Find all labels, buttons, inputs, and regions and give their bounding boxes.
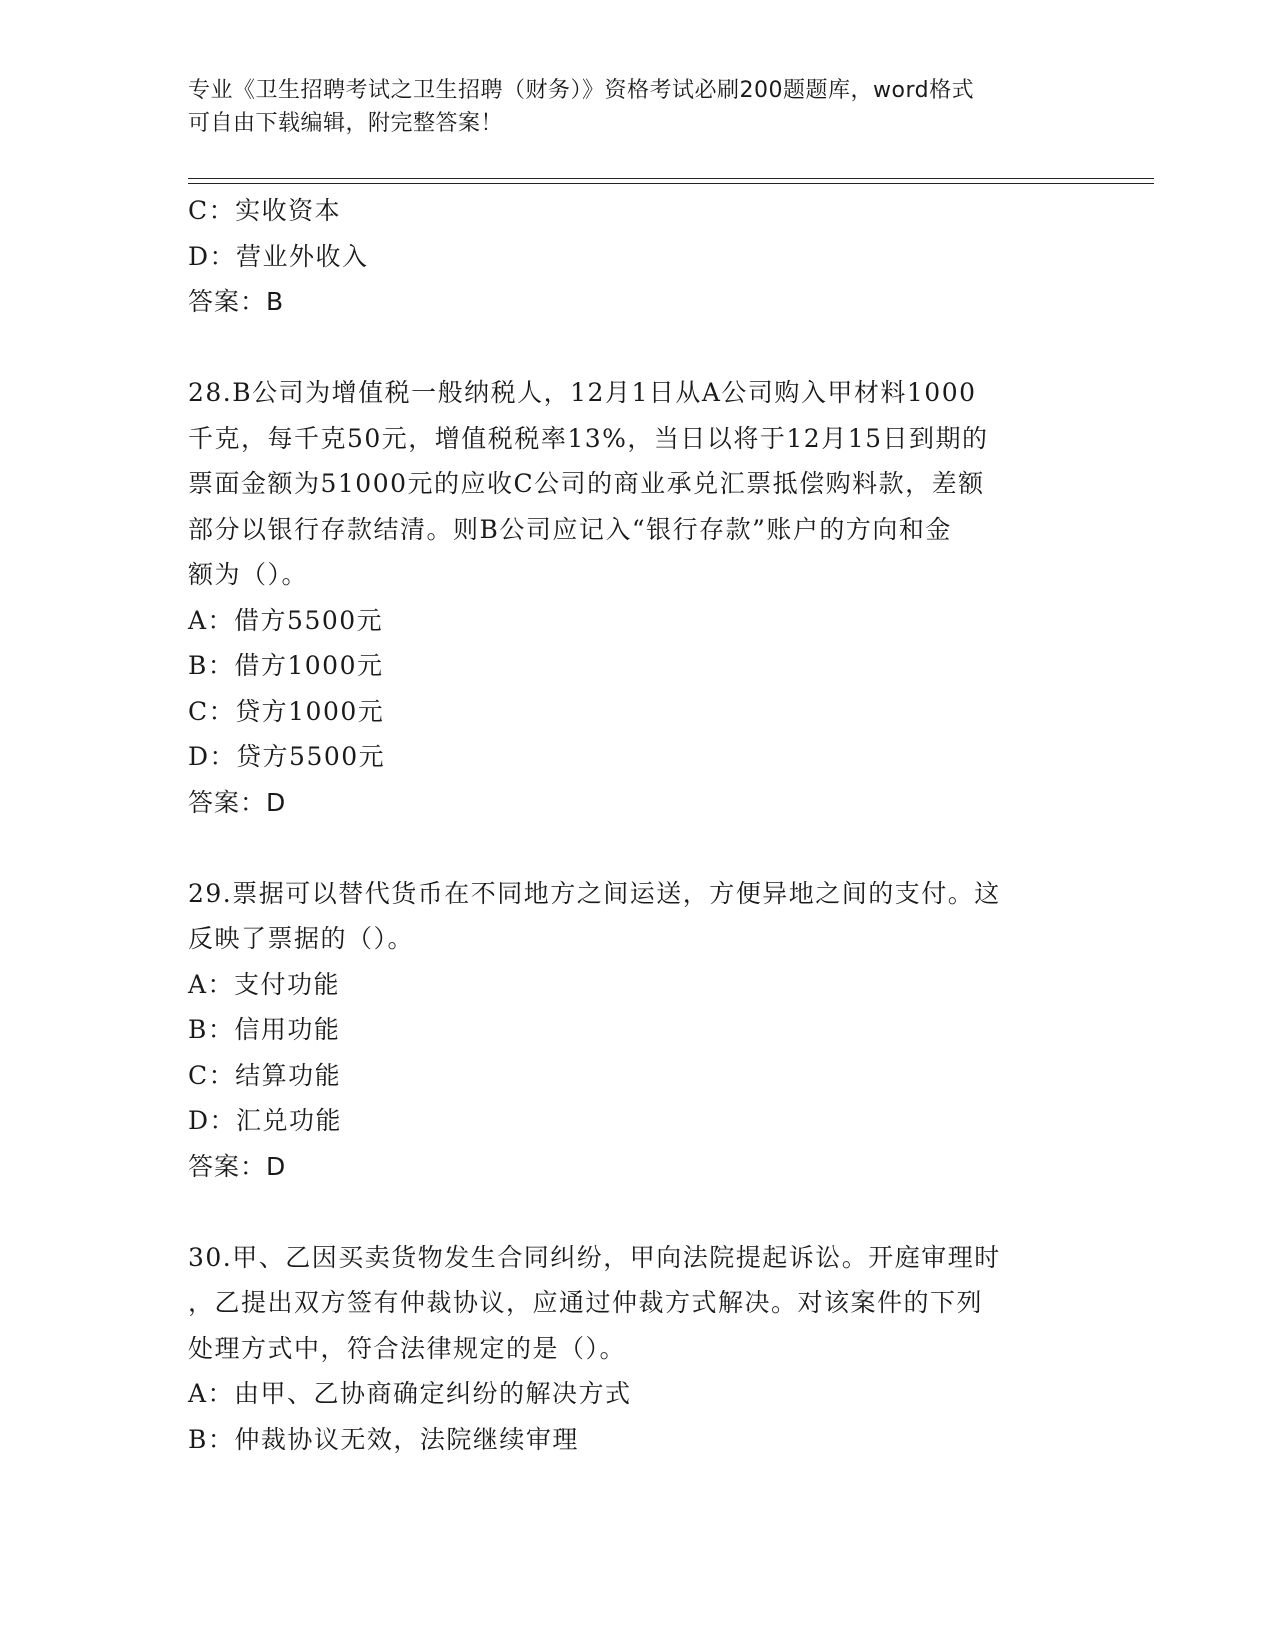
option-d: D：汇兑功能 xyxy=(188,1106,343,1135)
header-line-1: 专业《卫生招聘考试之卫生招聘（财务）》资格考试必刷200题题库，word格式 xyxy=(188,78,975,103)
question-text-line: 额为（）。 xyxy=(188,560,309,589)
question-28 xyxy=(188,370,1088,825)
option-d: D：贷方5500元 xyxy=(188,742,386,771)
question-text-line: ，乙提出双方签有仲裁协议，应通过仲裁方式解决。对该案件的下列 xyxy=(188,1288,984,1317)
question-text-line: 千克，每千克50元，增值税税率13%，当日以将于12月15日到期的 xyxy=(188,423,989,453)
option-a: A：借方5500元 xyxy=(188,605,384,635)
question-text-line: 30.甲、乙因买卖货物发生合同纠纷，甲向法院提起诉讼。开庭审理时 xyxy=(188,1242,1001,1272)
question-text-line: 票面金额为51000元的应收C公司的商业承兑汇票抵偿购料款，差额 xyxy=(188,469,985,498)
question-text-line: 处理方式中，符合法律规定的是（）。 xyxy=(188,1333,627,1363)
answer: 答案：D xyxy=(188,1151,287,1181)
question-text-line: 29.票据可以替代货币在不同地方之间运送，方便异地之间的支付。这 xyxy=(188,878,1001,908)
question-text-line: 部分以银行存款结清。则B公司应记入“银行存款”账户的方向和金 xyxy=(188,514,952,544)
option-a: A：由甲、乙协商确定纠纷的解决方式 xyxy=(188,1379,632,1408)
header-divider-top xyxy=(188,178,1154,179)
answer: 答案：B xyxy=(188,287,285,316)
question-27-tail xyxy=(188,188,1088,325)
option-c: C：贷方1000元 xyxy=(188,696,385,726)
header-divider-bottom xyxy=(188,183,1154,184)
header-line-2: 可自由下载编辑，附完整答案！ xyxy=(188,111,504,136)
question-29 xyxy=(188,871,1088,1190)
question-text-line: 反映了票据的（）。 xyxy=(188,924,415,953)
spacer xyxy=(188,325,1088,371)
option-c: C：实收资本 xyxy=(188,196,342,225)
document-header xyxy=(188,74,1088,140)
option-b: B：仲裁协议无效，法院继续审理 xyxy=(188,1424,579,1454)
document-body xyxy=(188,188,1088,1462)
question-text-line: 28.B公司为增值税一般纳税人，12月1日从A公司购入甲材料1000 xyxy=(188,378,977,407)
option-d: D：营业外收入 xyxy=(188,241,369,271)
spacer xyxy=(188,1189,1088,1235)
option-a: A：支付功能 xyxy=(188,969,341,999)
question-30 xyxy=(188,1235,1088,1463)
option-c: C：结算功能 xyxy=(188,1060,342,1090)
answer: 答案：D xyxy=(188,787,287,817)
option-b: B：信用功能 xyxy=(188,1015,341,1044)
option-b: B：借方1000元 xyxy=(188,651,384,680)
spacer xyxy=(188,825,1088,871)
